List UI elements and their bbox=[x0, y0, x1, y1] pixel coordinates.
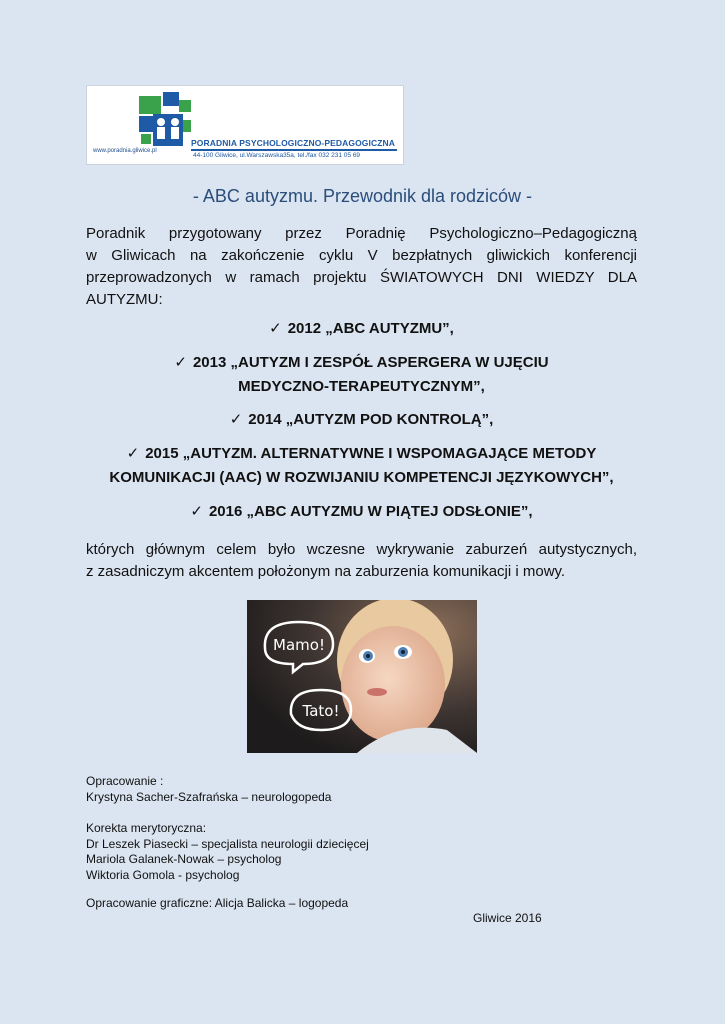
conference-item-2015 bbox=[86, 442, 637, 490]
conference-item-2012 bbox=[86, 317, 637, 341]
goal-line: z zasadniczym akcentem położonym na zaburzenia komunikacji i mowy. bbox=[86, 563, 566, 580]
conference-line: KOMUNIKACJI (AAC) W ROZWIJANIU KOMPETENCJI JĘZYKOWYCH”, bbox=[109, 469, 614, 486]
prepared-by: Krystyna Sacher-Szafrańska – neurologopeda bbox=[86, 789, 332, 804]
speech-bubble-tato: Tato! bbox=[302, 702, 340, 720]
prepared-label: Opracowanie : bbox=[86, 774, 164, 788]
reviewer: Mariola Galanek-Nowak – psycholog bbox=[86, 852, 282, 866]
conference-item-2013 bbox=[86, 351, 637, 399]
credits-graphic: Opracowanie graficzne: Alicja Balicka – logopeda bbox=[86, 896, 349, 910]
reviewer: Wiktoria Gomola - psycholog bbox=[86, 867, 240, 882]
checkmark-icon: ✓ bbox=[190, 503, 203, 520]
conference-line: 2012 „ABC AUTYZMU”, bbox=[287, 320, 454, 337]
conference-line: 2016 „ABC AUTYZMU W PIĄTEJ ODSŁONIE”, bbox=[208, 503, 533, 520]
checkmark-icon: ✓ bbox=[174, 354, 187, 371]
intro-line: Poradnik przygotowany przez Poradnię Psychologiczno–Pedagogiczną bbox=[86, 225, 637, 242]
intro-line: AUTYZMU: bbox=[86, 291, 163, 308]
logo-url: www.poradnia.gliwice.pl bbox=[93, 148, 157, 154]
logo-name: PORADNIA PSYCHOLOGICZNO-PEDAGOGICZNA bbox=[191, 138, 395, 148]
child-photo bbox=[247, 600, 477, 753]
child-photo-illustration bbox=[247, 600, 477, 753]
logo-divider bbox=[191, 149, 397, 151]
checkmark-icon: ✓ bbox=[269, 320, 282, 337]
intro-line: w Gliwicach na zakończenie cyklu V bezpłatnych gliwickich konferencji bbox=[86, 247, 637, 264]
logo-mark-icon bbox=[137, 90, 193, 148]
logo-address: 44-100 Gliwice, ul.Warszawska35a, tel./fax 032 231 05 69 bbox=[193, 152, 361, 159]
conference-line: 2014 „AUTYZM POD KONTROLĄ”, bbox=[248, 411, 494, 428]
goal-paragraph bbox=[86, 539, 637, 583]
checkmark-icon: ✓ bbox=[126, 445, 140, 462]
review-label: Korekta merytoryczna: bbox=[86, 821, 207, 835]
intro-paragraph bbox=[86, 223, 637, 311]
intro-line: przeprowadzonych w ramach projektu ŚWIATOWYCH DNI WIEDZY DLA bbox=[86, 269, 637, 286]
place-year: Gliwice 2016 bbox=[473, 911, 542, 925]
document-title: - ABC autyzmu. Przewodnik dla rodziców - bbox=[192, 186, 533, 206]
credits-author bbox=[86, 774, 331, 805]
conference-item-2014 bbox=[86, 408, 637, 432]
conference-line: MEDYCZNO-TERAPEUTYCZNYM”, bbox=[238, 378, 485, 395]
conference-item-2016 bbox=[86, 500, 637, 524]
checkmark-icon: ✓ bbox=[229, 411, 243, 428]
logo bbox=[86, 85, 404, 165]
conference-line: 2013 „AUTYZM I ZESPÓŁ ASPERGERA W UJĘCIU bbox=[192, 354, 549, 371]
speech-bubble-mamo: Mamo! bbox=[273, 636, 325, 654]
credits-review bbox=[86, 821, 369, 883]
reviewer: Dr Leszek Piasecki – specjalista neurologii dziecięcej bbox=[86, 836, 369, 851]
goal-line: których głównym celem było wczesne wykrywanie zaburzeń autystycznych, bbox=[86, 541, 637, 558]
conference-line: 2015 „AUTYZM. ALTERNATYWNE I WSPOMAGAJĄCE METODY bbox=[145, 445, 597, 462]
